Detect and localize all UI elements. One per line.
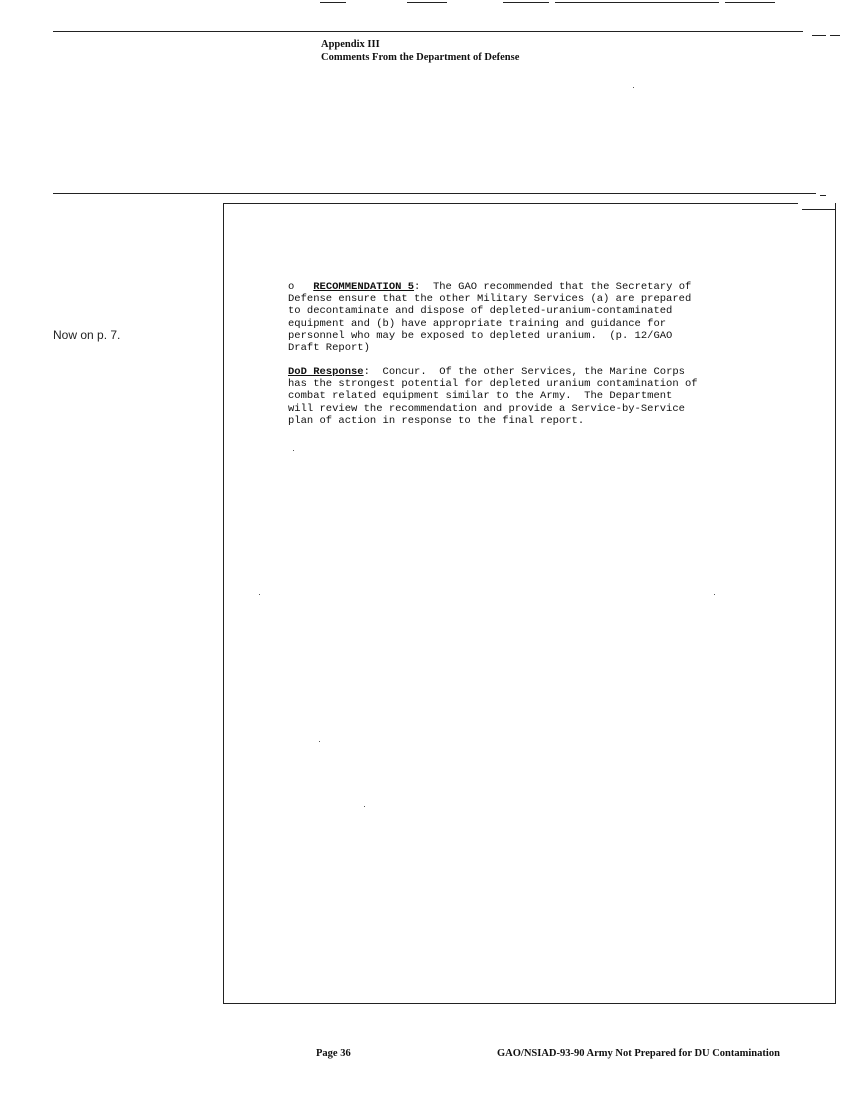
recommendation-block bbox=[288, 281, 768, 354]
footer-page-number: Page 36 bbox=[316, 1048, 351, 1059]
appendix-label: Appendix III bbox=[321, 39, 380, 50]
scan-speck bbox=[633, 87, 634, 88]
response-line-3: combat related equipment similar to the Army. The Department bbox=[288, 390, 673, 403]
top-rule-segment-4 bbox=[555, 2, 719, 3]
response-line-2: has the strongest potential for depleted uranium contamination of bbox=[288, 378, 698, 391]
recommendation-line-1: : The GAO recommended that the Secretary of bbox=[414, 281, 692, 293]
header-rule bbox=[53, 31, 803, 32]
recommendation-line-4: equipment and (b) have appropriate training and guidance for bbox=[288, 317, 667, 330]
top-rule-segment-1 bbox=[320, 2, 346, 3]
recommendation-line-6: Draft Report) bbox=[288, 342, 370, 355]
header-rule-dash-2 bbox=[830, 35, 840, 36]
top-rule-segment-3 bbox=[503, 2, 549, 3]
top-rule-segment-2 bbox=[407, 2, 447, 3]
footer-report-title: GAO/NSIAD-93-90 Army Not Prepared for DU Contamination bbox=[497, 1048, 780, 1059]
scan-speck bbox=[319, 741, 320, 742]
recommendation-line-3: to decontaminate and dispose of depleted-uranium-contaminated bbox=[288, 305, 673, 318]
appendix-title: Comments From the Department of Defense bbox=[321, 52, 520, 63]
header-rule-dash bbox=[812, 35, 826, 36]
section-rule bbox=[53, 193, 816, 194]
bullet: o bbox=[288, 281, 295, 293]
response-line-1: : Concur. Of the other Services, the Marine Corps bbox=[363, 366, 685, 378]
scan-speck bbox=[714, 594, 715, 595]
section-rule-dash bbox=[820, 195, 826, 196]
appendix-header bbox=[321, 38, 519, 64]
response-block bbox=[288, 366, 768, 427]
recommendation-line-5: personnel who may be exposed to depleted uranium. (p. 12/GAO bbox=[288, 329, 673, 342]
response-line-4: will review the recommendation and provide a Service-by-Service bbox=[288, 402, 685, 415]
response-line-5: plan of action in response to the final report. bbox=[288, 414, 585, 427]
scan-speck bbox=[259, 594, 260, 595]
response-label: DoD Response bbox=[288, 366, 364, 378]
recommendation-label: RECOMMENDATION 5 bbox=[313, 281, 415, 293]
scan-speck bbox=[293, 450, 294, 451]
top-rule-segment-5 bbox=[725, 2, 775, 3]
margin-note: Now on p. 7. bbox=[53, 328, 121, 342]
scan-speck bbox=[364, 806, 365, 807]
recommendation-line-2: Defense ensure that the other Military Services (a) are prepared bbox=[288, 293, 692, 306]
